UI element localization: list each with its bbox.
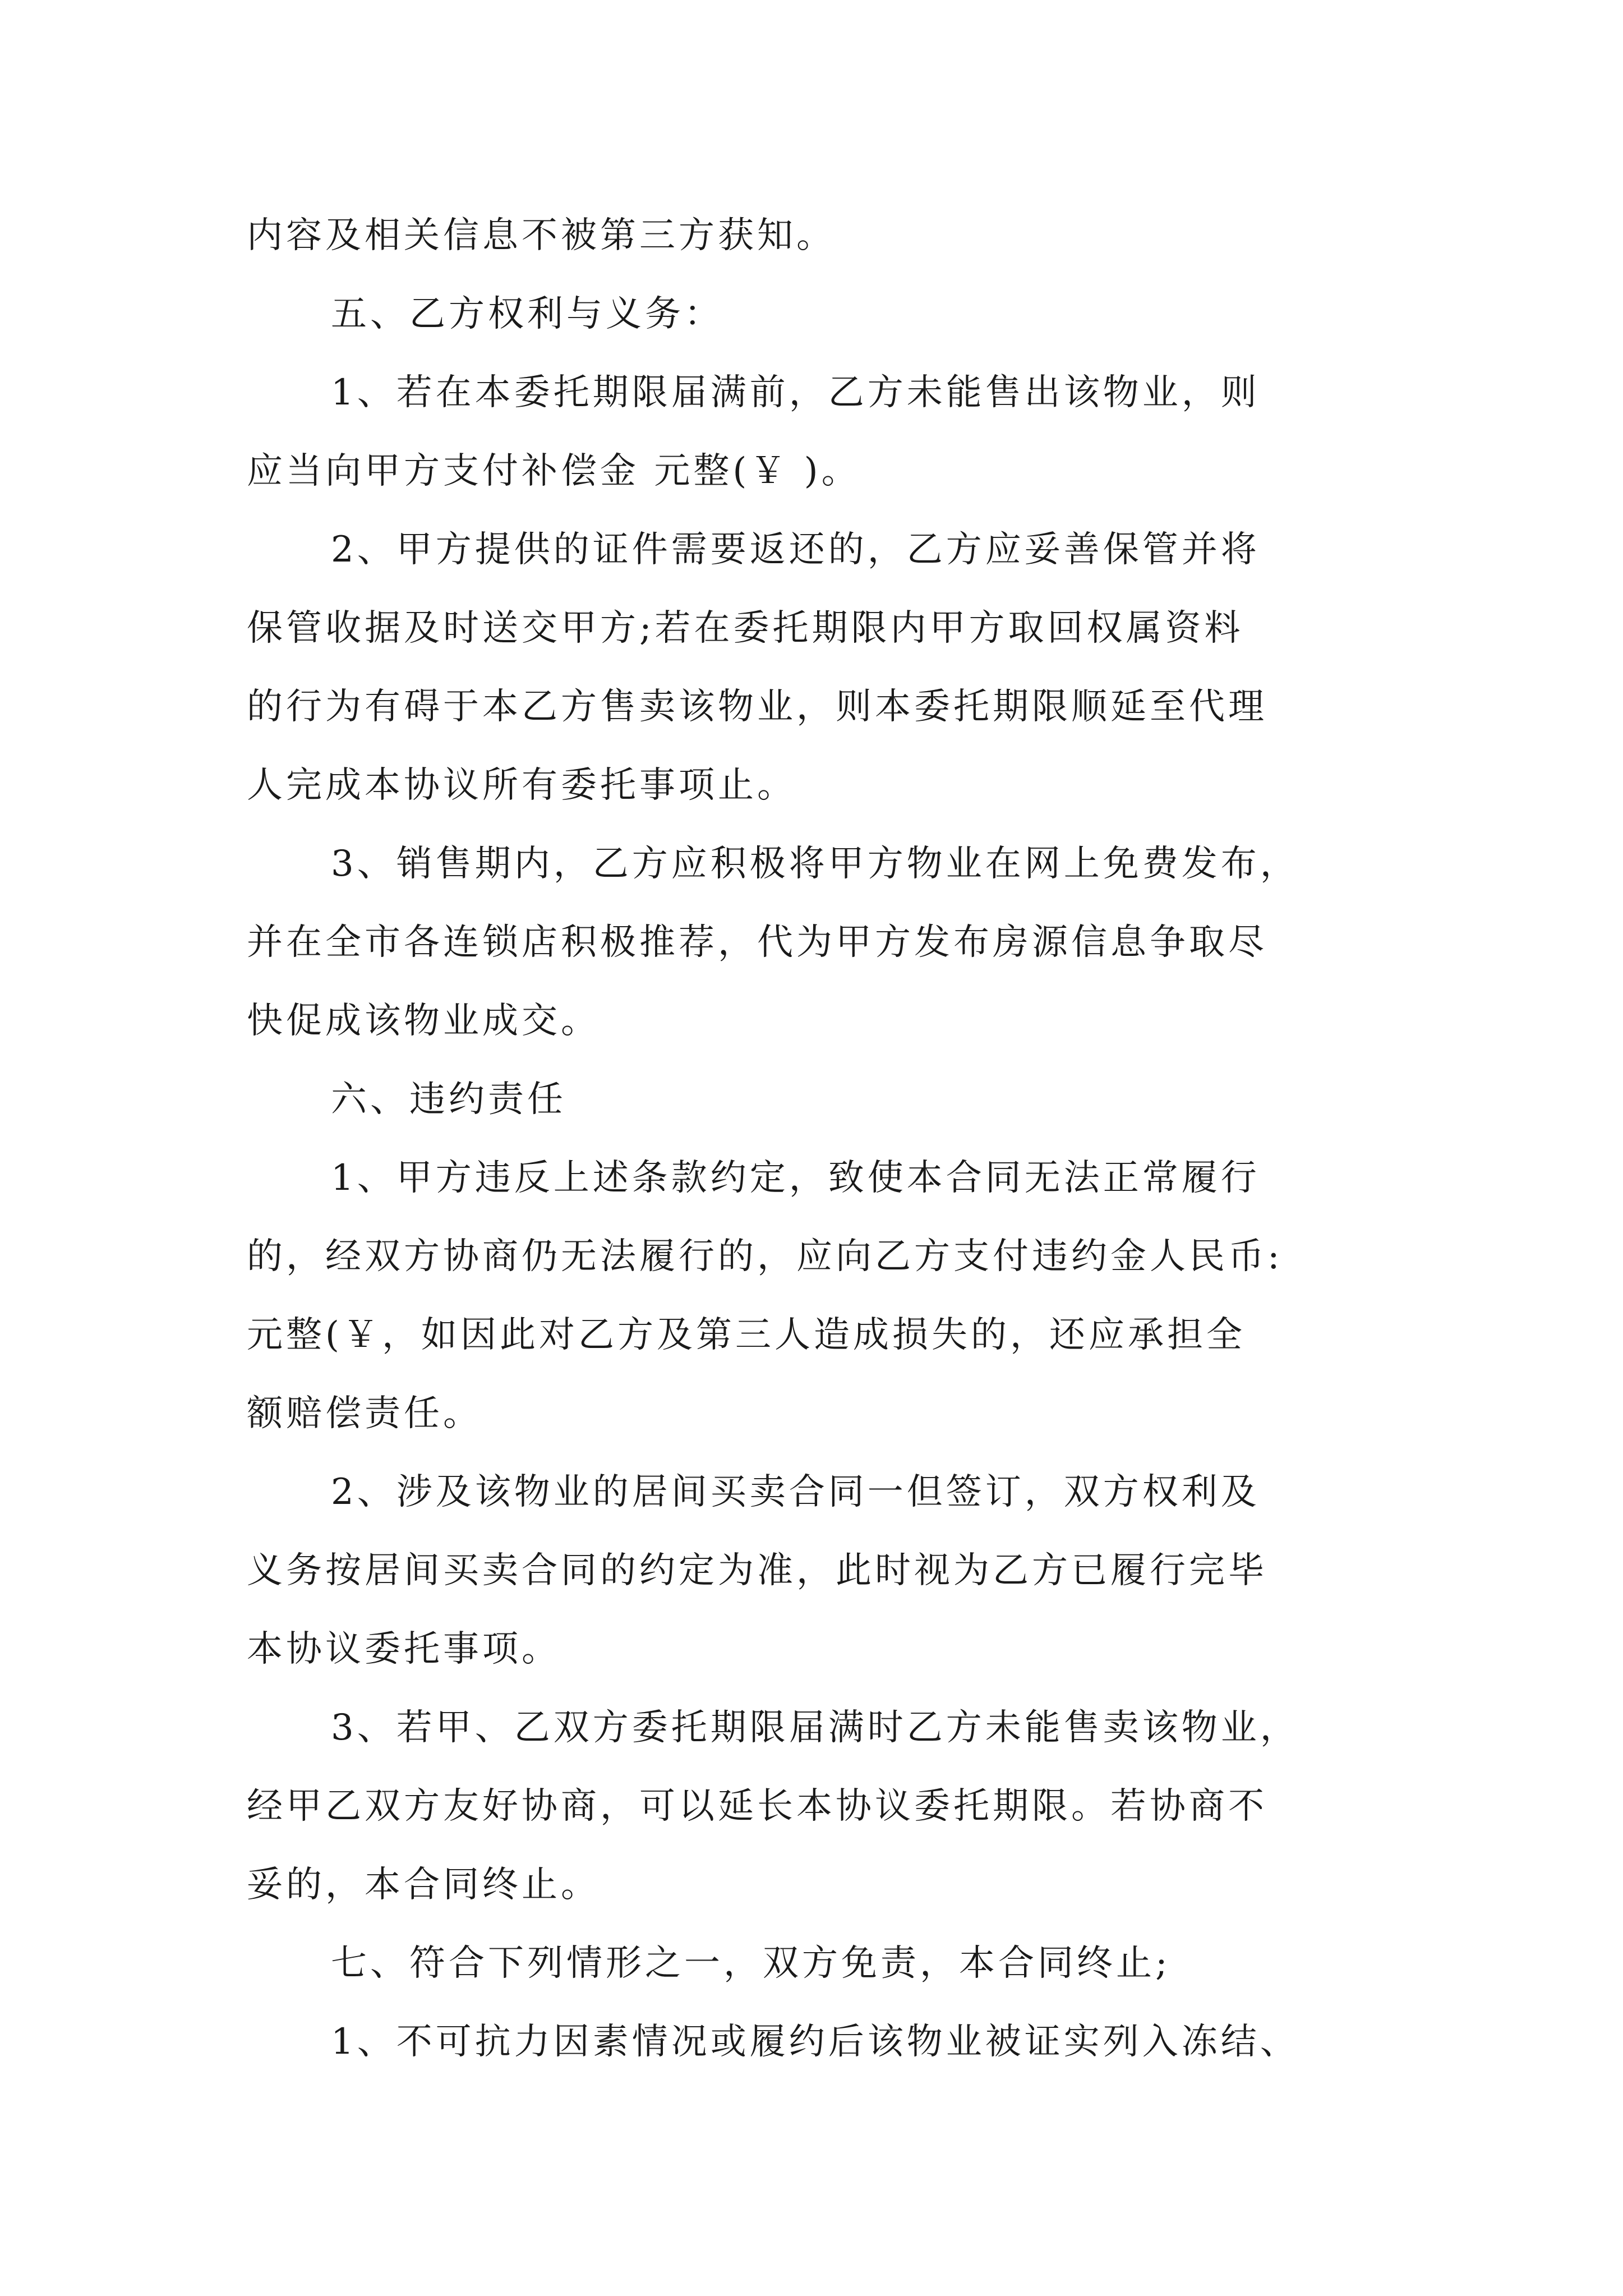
text-line: 1、甲方违反上述条款约定，致使本合同无法正常履行 [331, 1157, 1260, 1199]
text-line: 的，经双方协商仍无法履行的，应向乙方支付违约金人民币: [247, 1236, 1283, 1277]
text-line: 应当向甲方支付补偿金 元整(￥ )。 [247, 450, 861, 492]
text-line: 经甲乙双方友好协商，可以延长本协议委托期限。若协商不 [247, 1786, 1267, 1827]
text-line: 3、若甲、乙双方委托期限届满时乙方未能售卖该物业， [331, 1707, 1299, 1749]
text-line: 义务按居间买卖合同的约定为准，此时视为乙方已履行完毕 [247, 1550, 1267, 1591]
text-line: 1、若在本委托期限届满前，乙方未能售出该物业，则 [331, 372, 1260, 413]
section-heading: 七、符合下列情形之一，双方免责，本合同终止; [331, 1943, 1171, 1984]
text-line: 1、不可抗力因素情况或履约后该物业被证实列入冻结、 [331, 2021, 1299, 2063]
text-line: 妥的，本合同终止。 [247, 1864, 600, 1906]
text-line: 额赔偿责任。 [247, 1393, 482, 1434]
text-line: 快促成该物业成交。 [247, 1000, 600, 1042]
text-line: 的行为有碍于本乙方售卖该物业，则本委托期限顺延至代理 [247, 686, 1267, 728]
text-line: 内容及相关信息不被第三方获知。 [247, 215, 836, 256]
text-line: 保管收据及时送交甲方;若在委托期限内甲方取回权属资料 [247, 608, 1244, 649]
text-line: 2、涉及该物业的居间买卖合同一但签订，双方权利及 [331, 1471, 1260, 1513]
text-line: 人完成本协议所有委托事项止。 [247, 765, 796, 806]
text-line: 本协议委托事项。 [247, 1628, 561, 1670]
text-line: 3、销售期内，乙方应积极将甲方物业在网上免费发布， [331, 843, 1299, 885]
text-line: 并在全市各连锁店积极推荐，代为甲方发布房源信息争取尽 [247, 922, 1267, 963]
section-heading: 六、违约责任 [331, 1079, 566, 1120]
section-heading: 五、乙方权利与义务： [331, 293, 723, 335]
text-line: 元整(￥，如因此对乙方及第三人造成损失的，还应承担全 [247, 1314, 1246, 1356]
text-line: 2、甲方提供的证件需要返还的，乙方应妥善保管并将 [331, 529, 1260, 570]
